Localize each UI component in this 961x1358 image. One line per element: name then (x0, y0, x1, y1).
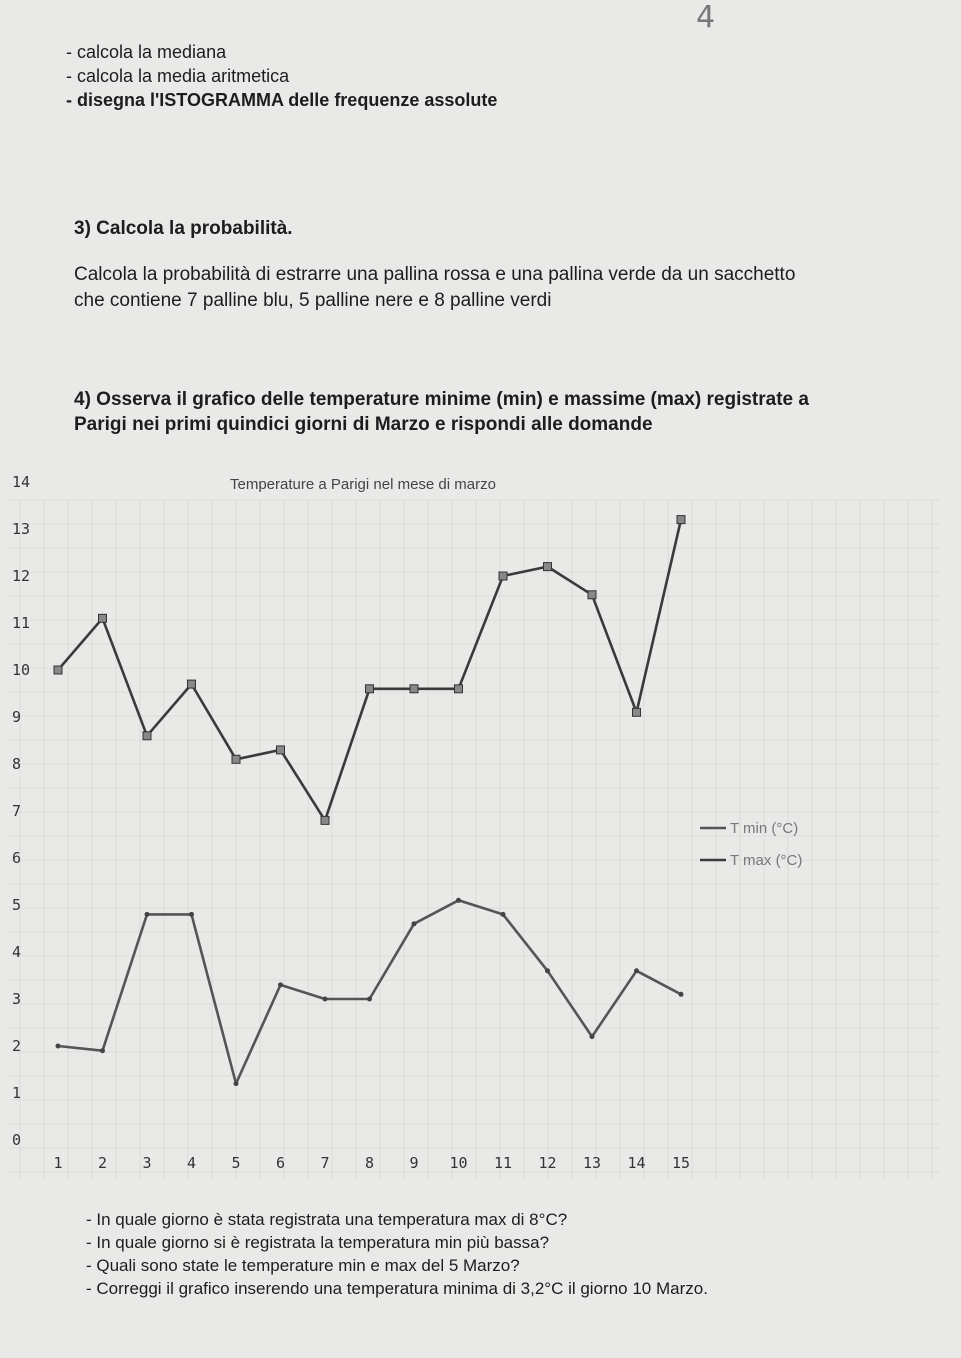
x-tick-label: 14 (627, 1154, 646, 1172)
x-tick-label: 13 (582, 1154, 602, 1172)
section-3-line: Calcola la probabilità di estrarre una pallina rossa e una pallina verde da un sacchetto (74, 264, 796, 285)
tmin-data-point (323, 997, 328, 1002)
tmin-series-line (58, 900, 681, 1083)
tmin-data-point (634, 968, 639, 973)
tmin-data-point (590, 1034, 595, 1039)
section-3-heading: 3) Calcola la probabilità. (74, 218, 293, 239)
x-tick-label: 3 (142, 1154, 152, 1172)
tmax-data-point (588, 591, 596, 599)
y-tick-label: 9 (12, 708, 22, 726)
legend-label: T max (°C) (730, 852, 803, 869)
x-tick-label: 5 (231, 1154, 241, 1172)
tmax-data-point (410, 685, 418, 693)
question-item: - In quale giorno si è registrata la temperatura min più bassa? (86, 1233, 550, 1252)
question-item: - In quale giorno è stata registrata una temperatura max di 8°C? (86, 1210, 568, 1229)
x-tick-label: 8 (364, 1154, 375, 1172)
tmin-data-point (501, 912, 506, 917)
tmax-data-point (99, 614, 107, 622)
legend-label: T min (°C) (730, 820, 799, 837)
tmin-data-point (145, 912, 150, 917)
question-item: - Quali sono state le temperature min e max del 5 Marzo? (86, 1256, 520, 1275)
x-tick-label: 7 (320, 1154, 330, 1172)
y-tick-label: 12 (12, 567, 31, 585)
tmin-data-point (278, 982, 283, 987)
tmax-series-line (58, 520, 681, 821)
tmax-data-point (321, 816, 329, 824)
y-tick-label: 13 (12, 520, 31, 538)
tmin-data-point (189, 912, 194, 917)
x-tick-label: 9 (409, 1154, 419, 1172)
y-tick-label: 8 (12, 755, 22, 773)
y-tick-label: 11 (12, 614, 31, 632)
task-item-median: - calcola la mediana (66, 42, 227, 62)
tmax-data-point (277, 746, 285, 754)
x-tick-label: 11 (493, 1154, 513, 1172)
y-tick-label: 6 (12, 849, 22, 867)
question-item: - Correggi il grafico inserendo una temperatura minima di 3,2°C il giorno 10 Marzo. (86, 1279, 708, 1298)
tmax-data-point (143, 732, 151, 740)
section-4-heading-line: Parigi nei primi quindici giorni di Marzo e rispondi alle domande (74, 414, 653, 435)
y-tick-label: 10 (12, 661, 31, 679)
tmin-data-point (56, 1044, 61, 1049)
tmin-data-point (456, 898, 461, 903)
x-tick-label: 10 (449, 1154, 468, 1172)
tmax-data-point (232, 755, 240, 763)
y-tick-label: 4 (12, 943, 22, 961)
x-tick-label: 4 (186, 1154, 197, 1172)
task-item-mean: - calcola la media aritmetica (66, 66, 290, 86)
tmax-data-point (677, 516, 685, 524)
tmax-data-point (499, 572, 507, 580)
tmax-data-point (54, 666, 62, 674)
y-tick-label: 3 (12, 990, 22, 1008)
task-list (66, 40, 497, 112)
x-tick-label: 2 (97, 1154, 108, 1172)
tmax-data-point (188, 680, 196, 688)
x-tick-label: 15 (671, 1154, 691, 1172)
section-3-line: che contiene 7 palline blu, 5 palline nere e 8 palline verdi (74, 290, 552, 311)
tmin-data-point (234, 1081, 239, 1086)
tmin-data-point (545, 968, 550, 973)
x-tick-label: 12 (538, 1154, 557, 1172)
page-number: 4 (696, 0, 716, 35)
x-tick-label: 6 (275, 1154, 286, 1172)
tmin-data-point (679, 992, 684, 997)
tmax-data-point (366, 685, 374, 693)
y-tick-label: 1 (12, 1084, 22, 1102)
questions-list (86, 1208, 708, 1300)
y-tick-label: 0 (12, 1131, 22, 1149)
x-tick-label: 1 (53, 1154, 63, 1172)
section-4-heading (74, 387, 809, 437)
tmax-data-point (633, 708, 641, 716)
y-tick-label: 14 (12, 473, 31, 491)
tmax-data-point (455, 685, 463, 693)
tmax-data-point (544, 563, 552, 571)
chart-title: Temperature a Parigi nel mese di marzo (230, 476, 496, 493)
section-3-text (74, 262, 795, 314)
tmin-data-point (412, 921, 417, 926)
task-item-histogram: - disegna l'ISTOGRAMMA delle frequenze assolute (66, 90, 498, 110)
y-tick-label: 7 (12, 802, 22, 820)
tmin-data-point (367, 997, 372, 1002)
tmin-data-point (100, 1048, 105, 1053)
y-tick-label: 5 (12, 896, 22, 914)
section-4-heading-line: 4) Osserva il grafico delle temperature minime (min) e massime (max) registrate a (74, 389, 809, 410)
y-tick-label: 2 (12, 1037, 22, 1055)
